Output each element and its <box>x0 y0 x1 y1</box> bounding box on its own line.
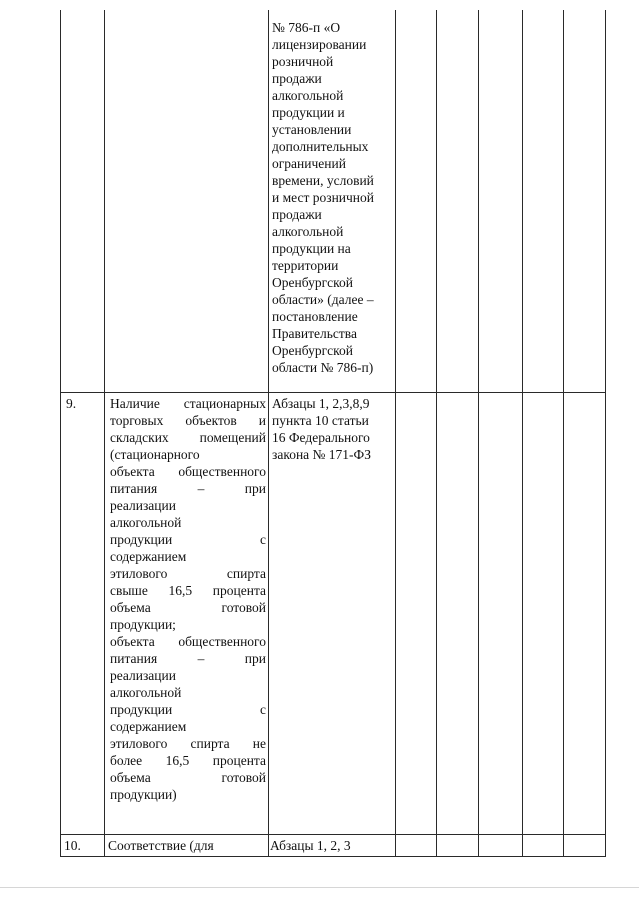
row10-legal-basis: Абзацы 1, 2, 3 <box>270 838 351 853</box>
legal-basis-line: Оренбургской <box>272 343 353 358</box>
column-divider-6 <box>522 10 523 857</box>
requirement-line: объекта общественного <box>110 464 266 479</box>
requirement-line: продукции; <box>110 617 176 632</box>
row-number-10: 10. <box>64 838 81 853</box>
requirement-line: продукции с <box>110 532 266 547</box>
legal-basis-line: 16 Федерального <box>272 430 370 445</box>
requirement-line: продукции) <box>110 787 177 802</box>
column-divider-2 <box>268 10 269 857</box>
requirement-line: содержанием <box>110 719 187 734</box>
requirement-line: объема готовой <box>110 600 266 615</box>
column-divider-5 <box>478 10 479 857</box>
legal-basis-line: Правительства <box>272 326 357 341</box>
legal-basis-line: розничной <box>272 54 334 69</box>
row-separator-top <box>60 392 606 393</box>
requirement-line: складских помещений <box>110 430 266 445</box>
legal-basis-line: и мест розничной <box>272 190 375 205</box>
legal-basis-line: алкогольной <box>272 224 344 239</box>
requirement-line: этилового спирта <box>110 566 266 581</box>
column-divider-1 <box>104 10 105 857</box>
legal-basis-line: области № 786-п) <box>272 360 374 375</box>
requirement-line: объекта общественного <box>110 634 266 649</box>
prev-row-legal-basis <box>272 19 394 376</box>
legal-basis-line: Абзацы 1, 2,3,8,9 <box>272 396 370 411</box>
legal-basis-line: установлении <box>272 122 352 137</box>
legal-basis-line: № 786-п «О <box>272 20 341 35</box>
requirement-line: питания – при <box>110 651 266 666</box>
table-bottom-border <box>60 856 606 857</box>
legal-basis-line: продажи <box>272 207 322 222</box>
legal-basis-line: продукции и <box>272 105 345 120</box>
requirement-line: более 16,5 процента <box>110 753 266 768</box>
requirement-line: торговых объектов и <box>110 413 266 428</box>
requirement-line: алкогольной <box>110 515 182 530</box>
requirement-line: объема готовой <box>110 770 266 785</box>
legal-basis-line: территории <box>272 258 339 273</box>
requirement-line: (стационарного <box>110 447 200 462</box>
legal-basis-line: продажи <box>272 71 322 86</box>
legal-basis-line: времени, условий <box>272 173 374 188</box>
table-left-border <box>60 10 61 857</box>
legal-basis-line: алкогольной <box>272 88 344 103</box>
column-divider-7 <box>563 10 564 857</box>
row9-legal-basis <box>272 395 394 463</box>
legal-basis-line: закона № 171-ФЗ <box>272 447 371 462</box>
requirement-line: свыше 16,5 процента <box>110 583 266 598</box>
requirement-line: питания – при <box>110 481 266 496</box>
legal-basis-line: лицензировании <box>272 37 367 52</box>
page-bottom-rule <box>0 887 639 888</box>
table-right-border <box>605 10 606 857</box>
legal-basis-line: дополнительных <box>272 139 369 154</box>
column-divider-3 <box>395 10 396 857</box>
row9-requirement <box>110 395 266 803</box>
requirement-line: этилового спирта не <box>110 736 266 751</box>
requirement-line: алкогольной <box>110 685 182 700</box>
row-number-9: 9. <box>66 396 77 411</box>
row10-requirement: Соответствие (для <box>108 838 214 853</box>
legal-basis-line: области» (далее – <box>272 292 374 307</box>
legal-basis-line: ограничений <box>272 156 346 171</box>
legal-basis-line: Оренбургской <box>272 275 353 290</box>
requirement-line: продукции с <box>110 702 266 717</box>
column-divider-4 <box>436 10 437 857</box>
requirement-line: реализации <box>110 498 176 513</box>
requirement-line: Наличие стационарных <box>110 396 266 411</box>
row-separator-middle <box>60 834 606 835</box>
legal-basis-line: постановление <box>272 309 358 324</box>
legal-basis-line: пункта 10 статьи <box>272 413 369 428</box>
requirement-line: содержанием <box>110 549 187 564</box>
legal-basis-line: продукции на <box>272 241 351 256</box>
requirement-line: реализации <box>110 668 176 683</box>
